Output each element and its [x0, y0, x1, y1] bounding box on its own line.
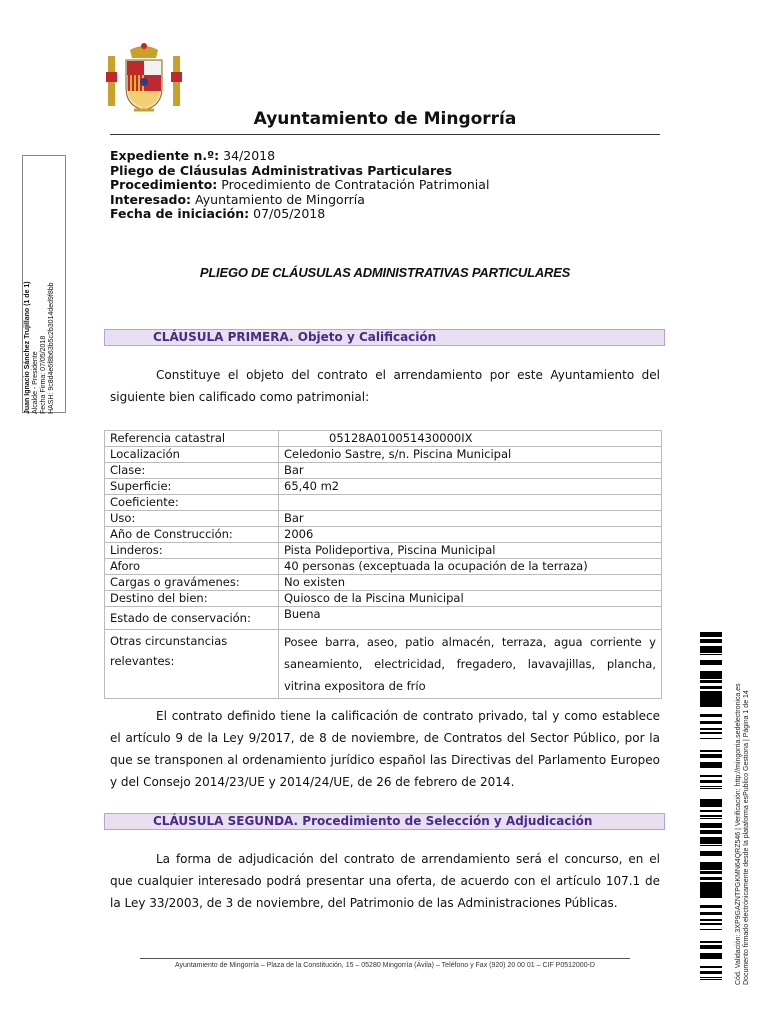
signature-date: Fecha Firma: 07/05/2018: [40, 335, 47, 414]
clause-2-heading: CLÁUSULA SEGUNDA. Procedimiento de Selección y Adjudicación: [104, 813, 665, 830]
fecha-value: 07/05/2018: [253, 206, 326, 221]
verification-note: [735, 683, 751, 985]
title-divider: [110, 134, 660, 135]
table-row: [105, 511, 662, 527]
procedimiento-label: Procedimiento:: [110, 177, 218, 192]
property-value: Posee barra, aseo, patio almacén, terraza, agua corriente y saneamiento, electricidad, fregadero, lavavajillas, plancha, vitrina expositora de frío: [279, 630, 662, 699]
page-title: Ayuntamiento de Mingorría: [253, 109, 517, 129]
property-key: Destino del bien:: [105, 591, 279, 607]
property-key: Superficie:: [105, 479, 279, 495]
property-key: Aforo: [105, 559, 279, 575]
property-value: 2006: [279, 527, 662, 543]
property-value: [279, 495, 662, 511]
property-table: [104, 430, 662, 699]
interesado-label: Interesado:: [110, 191, 192, 207]
verification-line-1: Cód. Validación: 3XP9GAZNTPGKMN64QRZ546 | Verificación: http://mingorria.sedelectronica.es: [735, 683, 742, 985]
table-row: [105, 463, 662, 479]
table-row: [105, 575, 662, 591]
fecha-label: Fecha de iniciación:: [110, 206, 250, 221]
clause-1-heading: CLÁUSULA PRIMERA. Objeto y Calificación: [104, 329, 665, 346]
property-key: Estado de conservación:: [105, 607, 279, 630]
table-row: [105, 527, 662, 543]
clause-1-paragraph-2: El contrato definido tiene la calificación de contrato privado, tal y como establece el artículo 9 de la Ley 9/2017, de 8 de noviembre, de Contratos del Sector Público, por la que se transponen al ordenamiento jurídico español las Directivas del Parlamento Europeo y del Consejo 2014/23/UE y 2014/24/UE, de 26 de febrero de 2014.: [110, 709, 660, 789]
table-row: [105, 479, 662, 495]
property-value: Bar: [279, 511, 662, 527]
property-value: 40 personas (exceptuada la ocupación de la terraza): [279, 559, 662, 575]
property-key: Uso:: [105, 511, 279, 527]
property-value: Pista Polideportiva, Piscina Municipal: [279, 543, 662, 559]
table-row: [105, 607, 662, 630]
property-value: Bar: [279, 463, 662, 479]
signer-name: Juan Ignacio Sánchez Trujillano (1 de 1): [24, 281, 31, 414]
document-title: PLIEGO DE CLÁUSULAS ADMINISTRATIVAS PARTICULARES: [199, 265, 571, 280]
interesado-value: Ayuntamiento de Mingorría: [195, 191, 365, 207]
table-row: [105, 447, 662, 463]
expediente-value: 34/2018: [223, 148, 276, 163]
coat-of-arms-logo: [106, 42, 182, 114]
property-key: Cargas o gravámenes:: [105, 575, 279, 591]
property-key: Coeficiente:: [105, 495, 279, 511]
procedimiento-value: Procedimiento de Contratación Patrimonial: [221, 177, 490, 192]
page-footer: Ayuntamiento de Mingorría – Plaza de la Constitución, 15 – 05280 Mingorría (Ávila) – Teléfono y Fax (920) 20 00 01 – CIF P0512000-D: [175, 962, 595, 969]
signer-role: Alcalde - Presidente: [32, 351, 39, 414]
verification-line-2: Documento firmado electrónicamente desde la plataforma esPublico Gestiona | Página 1 de 14: [743, 690, 750, 985]
expediente-label: Expediente n.º:: [110, 148, 220, 163]
property-value: Quiosco de la Piscina Municipal: [279, 591, 662, 607]
table-row: [105, 630, 662, 699]
table-row: [105, 543, 662, 559]
property-key: Referencia catastral: [105, 431, 279, 447]
property-value: Celedonio Sastre, s/n. Piscina Municipal: [279, 447, 662, 463]
footer-divider: [140, 958, 630, 959]
table-row: [105, 591, 662, 607]
signature-stamp: [24, 281, 56, 414]
property-value: 65,40 m2: [279, 479, 662, 495]
property-key: Clase:: [105, 463, 279, 479]
table-row: [105, 431, 662, 447]
signature-hash: HASH: 9c8d4e6f8b63b5c2b3014ded9f8bb: [48, 282, 55, 414]
clause-2-paragraph: La forma de adjudicación del contrato de arrendamiento será el concurso, en el que cualquier interesado podrá presentar una oferta, de acuerdo con el artículo 107.1 de la Ley 33/2003, de 3 de noviembre, del Patrimonio de las Administraciones Públicas.: [110, 852, 660, 910]
property-value: 05128A010051430000IX: [279, 431, 662, 447]
property-value: Buena: [279, 607, 662, 630]
table-row: [105, 559, 662, 575]
property-key: Linderos:: [105, 543, 279, 559]
clause-1-intro: Constituye el objeto del contrato el arrendamiento por este Ayuntamiento del siguiente bien calificado como patrimonial:: [110, 368, 660, 404]
property-value: No existen: [279, 575, 662, 591]
property-key: Localización: [105, 447, 279, 463]
property-key: Otras circunstancias relevantes:: [105, 630, 279, 699]
property-key: Año de Construcción:: [105, 527, 279, 543]
document-metadata: [110, 149, 489, 222]
barcode-image: [700, 632, 722, 987]
table-row: [105, 495, 662, 511]
subject-line: Pliego de Cláusulas Administrativas Particulares: [110, 162, 453, 178]
